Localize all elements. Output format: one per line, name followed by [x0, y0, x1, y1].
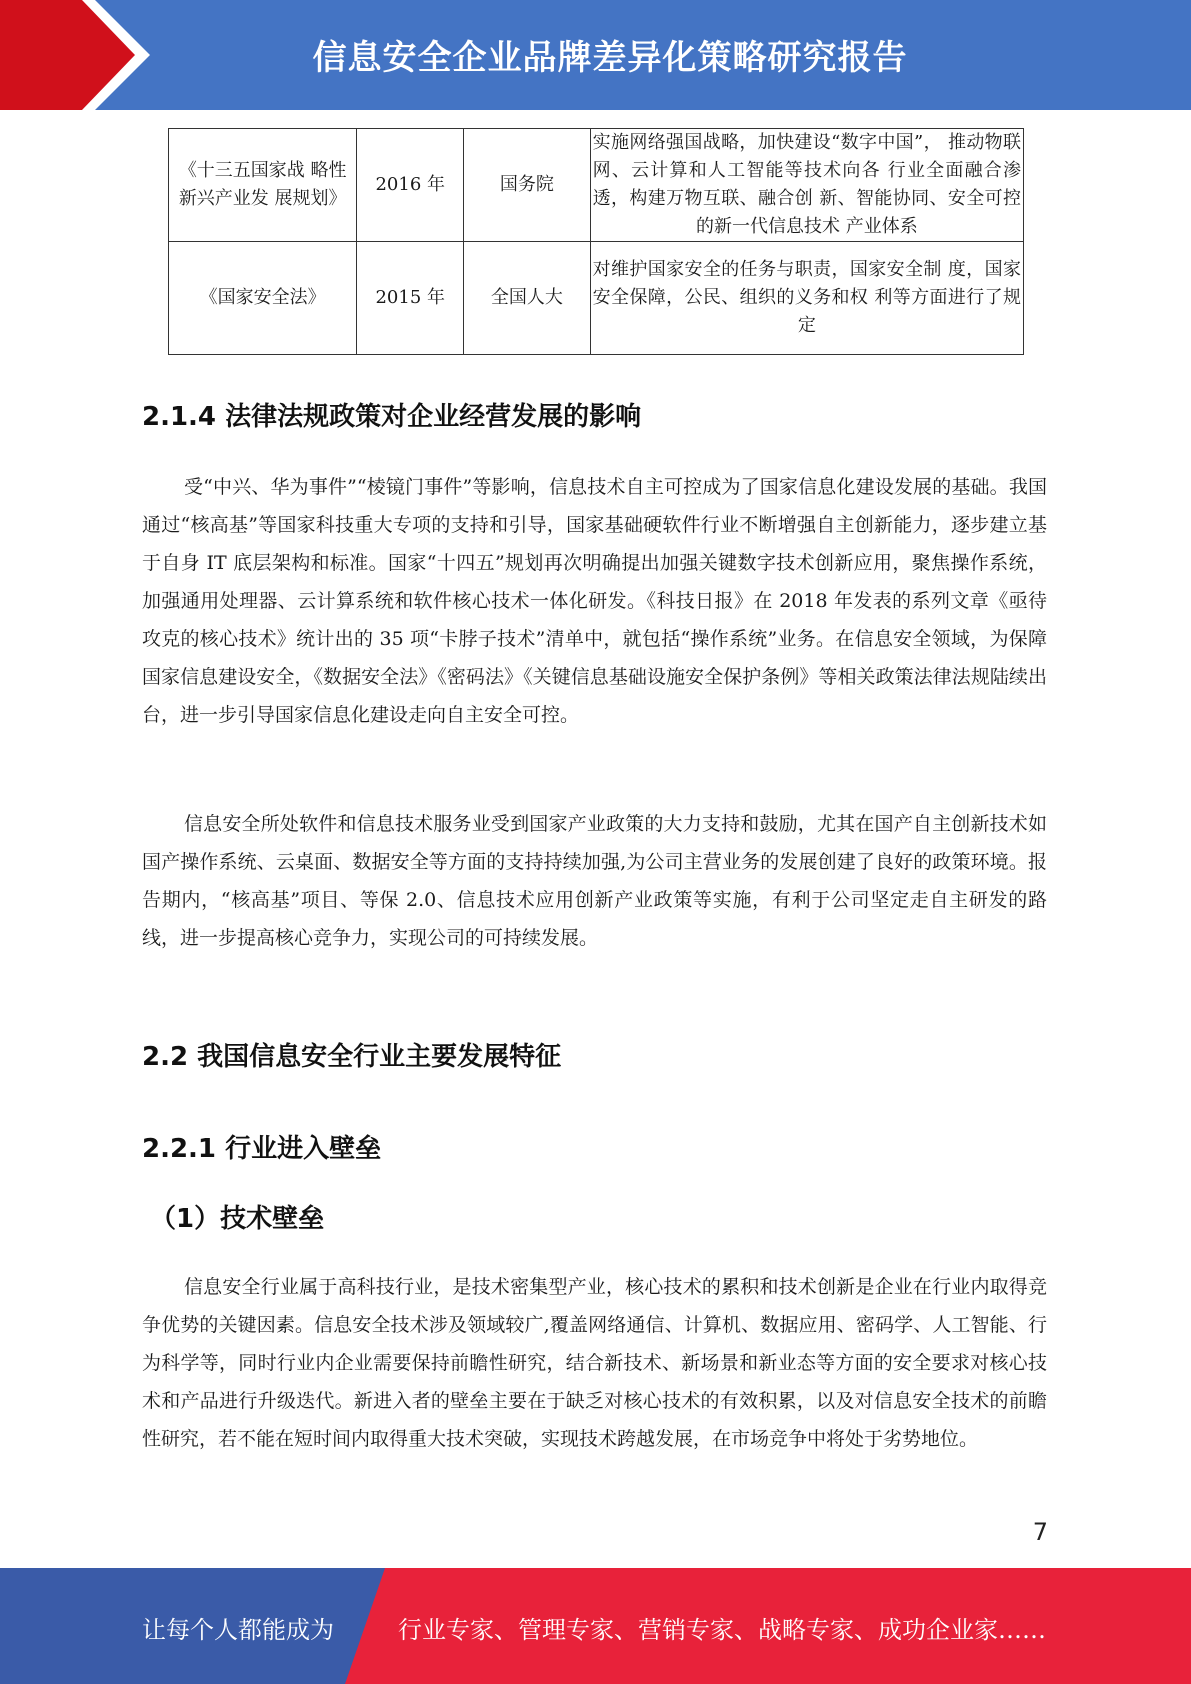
paragraph: 受“中兴、华为事件”“棱镜门事件”等影响，信息技术自主可控成为了国家信息化建设发展的基础。我国通过“核高基”等国家科技重大专项的支持和引导，国家基础硬软件行业不断增强自主创新能力，逐步建立基于自身 IT 底层架构和标准。国家“十四五”规划再次明确提出加强关键数字技术创新应用，聚焦操作系统，加强通用处理器、云计算系统和软件核心技术一体化研发。《科技日报》在 2018 年发表的系列文章《亟待攻克的核心技术》统计出的 35 项“卡脖子技术”清单中，就包括“操作系统”业务。在信息安全领域，为保障国家信息建设安全，《数据安全法》《密码法》《关键信息基础设施安全保护条例》等相关政策法律法规陆续出台，进一步引导国家信息化建设走向自主安全可控。: [142, 476, 1047, 726]
section-heading-2-2-1: 2.2.1 行业进入壁垒: [142, 1134, 382, 1164]
policy-table: [168, 128, 1024, 355]
policy-year-cell: 2015 年: [357, 242, 464, 355]
subsection-heading-tech-barrier: （1）技术壁垒: [150, 1204, 325, 1234]
policy-name-cell: 《十三五国家战 略性新兴产业发 展规划》: [169, 129, 357, 242]
paragraph: 信息安全所处软件和信息技术服务业受到国家产业政策的大力支持和鼓励，尤其在国产自主创新技术如国产操作系统、云桌面、数据安全等方面的支持持续加强,为公司主营业务的发展创建了良好的政策环境。报告期内，“核高基”项目、等保 2.0、信息技术应用创新产业政策等实施，有利于公司坚定走自主研发的路线，进一步提高核心竞争力，实现公司的可持续发展。: [142, 813, 1047, 949]
table-row: [169, 242, 1024, 355]
footer-slogan-left: 让每个人都能成为: [142, 1616, 334, 1644]
page-footer: [0, 1568, 1191, 1684]
policy-name-cell: 《国家安全法》: [169, 242, 357, 355]
table-row: [169, 129, 1024, 242]
page-header: [0, 0, 1191, 110]
section-heading-2-1-4: 2.1.4 法律法规政策对企业经营发展的影响: [142, 402, 642, 432]
policy-content-cell: 实施网络强国战略，加快建设“数字中国”， 推动物联网、云计算和人工智能等技术向各 行业全面融合渗透，构建万物互联、融合创 新、智能协同、安全可控的新一代信息技术 产业体系: [590, 129, 1023, 242]
page-number: 7: [1032, 1518, 1048, 1546]
section-heading-2-2: 2.2 我国信息安全行业主要发展特征: [142, 1042, 562, 1072]
policy-content-cell: 对维护国家安全的任务与职责，国家安全制 度，国家安全保障，公民、组织的义务和权 利等方面进行了规定: [590, 242, 1023, 355]
report-title: 信息安全企业品牌差异化策略研究报告: [312, 38, 908, 78]
policy-issuer-cell: 国务院: [464, 129, 591, 242]
policy-issuer-cell: 全国人大: [464, 242, 591, 355]
policy-year-cell: 2016 年: [357, 129, 464, 242]
footer-slogan-right: 行业专家、管理专家、营销专家、战略专家、成功企业家……: [398, 1616, 1046, 1644]
paragraph: 信息安全行业属于高科技行业，是技术密集型产业，核心技术的累积和技术创新是企业在行业内取得竞争优势的关键因素。信息安全技术涉及领域较广,覆盖网络通信、计算机、数据应用、密码学、人工智能、行为科学等，同时行业内企业需要保持前瞻性研究，结合新技术、新场景和新业态等方面的安全要求对核心技术和产品进行升级迭代。新进入者的壁垒主要在于缺乏对核心技术的有效积累，以及对信息安全技术的前瞻性研究，若不能在短时间内取得重大技术突破，实现技术跨越发展，在市场竞争中将处于劣势地位。: [142, 1276, 1047, 1450]
header-arrow-decoration: [0, 0, 150, 110]
